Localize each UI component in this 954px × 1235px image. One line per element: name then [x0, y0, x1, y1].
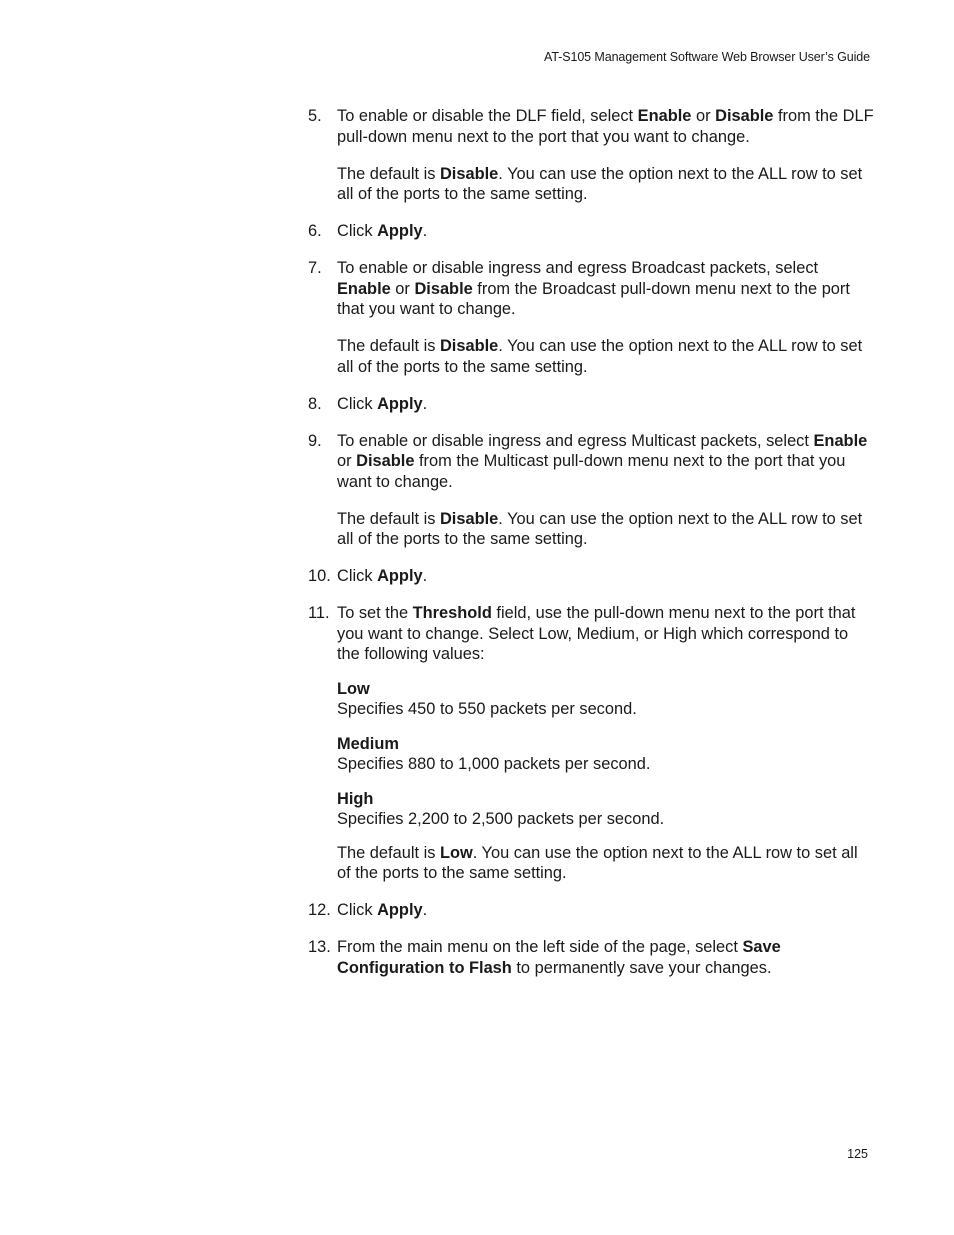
text: . You can use the option next to the ALL row to set all of the ports to the same setting. [337, 509, 863, 548]
option-enable: Enable [813, 431, 868, 450]
option-disable: Disable [715, 107, 774, 125]
step-body [337, 221, 874, 242]
text: To enable or disable ingress and egress Broadcast packets, select [337, 259, 819, 277]
step-instruction [337, 937, 874, 978]
text: . [422, 901, 428, 919]
text: Click [337, 901, 378, 919]
step-body [337, 937, 874, 978]
text: . You can use the option next to the ALL row to set all of the ports to the same setting. [337, 843, 858, 882]
apply-label: Apply [377, 394, 423, 413]
text: From the main menu on the left side of the page, select [337, 938, 743, 956]
option-disable: Disable [356, 452, 415, 470]
step-instruction [337, 106, 874, 147]
text: The default is [337, 337, 440, 355]
text: The default is [337, 164, 440, 183]
option-disable: Disable [414, 279, 473, 298]
default-value: Disable [439, 337, 499, 355]
text: Click [337, 567, 378, 585]
term-description: Specifies 2,200 to 2,500 packets per second. [337, 810, 665, 828]
default-value: Disable [439, 164, 499, 183]
step-body [337, 394, 874, 415]
step-instruction [337, 394, 874, 415]
text: Click [337, 394, 378, 413]
default-value: Low [439, 843, 473, 862]
text: The default is [337, 843, 440, 862]
apply-label: Apply [377, 222, 423, 240]
text: field, use the pull-down menu next to the port that you want to change. Select Low, Medium, or High which correspond to the following values: [337, 604, 856, 663]
apply-label: Apply [377, 567, 423, 585]
text: or [691, 107, 716, 125]
step-number: 12. [308, 901, 331, 919]
step-13 [308, 937, 874, 978]
apply-label: Apply [377, 901, 423, 919]
text: To enable or disable the DLF field, select [337, 107, 638, 125]
step-number: 11. [308, 604, 330, 622]
text: from the Multicast pull-down menu next to the port that you want to change. [337, 452, 846, 491]
text: to permanently save your changes. [511, 958, 772, 977]
text: To enable or disable ingress and egress Multicast packets, select [337, 431, 814, 450]
step-number: 8. [308, 394, 322, 413]
procedure-steps [308, 106, 874, 995]
text: Click [337, 222, 378, 240]
step-number: 7. [308, 259, 322, 277]
step-instruction [337, 900, 874, 921]
threshold-term-low [337, 679, 874, 720]
step-8 [308, 394, 874, 415]
step-10 [308, 566, 874, 587]
term-name: High [337, 789, 374, 808]
step-number: 9. [308, 431, 322, 450]
text: The default is [337, 509, 440, 528]
term-name: Low [337, 679, 370, 698]
step-instruction [337, 431, 874, 493]
page-number: 125 [847, 1147, 868, 1161]
step-body [337, 258, 874, 377]
threshold-term-medium [337, 734, 874, 775]
step-instruction [337, 603, 874, 665]
step-6 [308, 221, 874, 242]
step-7 [308, 258, 874, 377]
step-note [337, 164, 874, 205]
step-note [337, 336, 874, 377]
text: from the DLF pull-down menu next to the port that you want to change. [337, 107, 874, 146]
step-instruction [337, 221, 874, 242]
step-9 [308, 431, 874, 550]
term-description: Specifies 450 to 550 packets per second. [337, 700, 637, 718]
step-instruction [337, 258, 874, 320]
step-11 [308, 603, 874, 884]
text: . You can use the option next to the ALL row to set all of the ports to the same setting. [337, 337, 863, 376]
option-enable: Enable [637, 107, 692, 125]
term-name: Medium [337, 734, 399, 753]
step-instruction [337, 566, 874, 587]
step-number: 6. [308, 222, 322, 240]
text: To set the [337, 604, 413, 622]
step-body [337, 603, 874, 884]
text: . You can use the option next to the ALL row to set all of the ports to the same setting. [337, 164, 863, 203]
step-number: 13. [308, 938, 331, 956]
step-5 [308, 106, 874, 205]
text: . [422, 394, 428, 413]
text: . [422, 567, 428, 585]
threshold-term-high [337, 789, 874, 830]
step-number: 5. [308, 107, 322, 125]
threshold-label: Threshold [412, 604, 492, 622]
step-body [337, 431, 874, 550]
save-configuration-label: Save Configuration to Flash [337, 938, 781, 977]
step-body [337, 900, 874, 921]
step-12 [308, 900, 874, 921]
running-header: AT-S105 Management Software Web Browser User’s Guide [544, 50, 870, 64]
step-number: 10. [308, 567, 331, 585]
text: . [422, 222, 428, 240]
step-body [337, 106, 874, 205]
step-note [337, 843, 874, 884]
step-note [337, 509, 874, 550]
text: from the Broadcast pull-down menu next to the port that you want to change. [337, 279, 850, 318]
text: or [390, 279, 415, 298]
step-body [337, 566, 874, 587]
term-description: Specifies 880 to 1,000 packets per second. [337, 755, 651, 773]
option-enable: Enable [337, 279, 391, 298]
text: or [337, 452, 357, 470]
default-value: Disable [439, 509, 499, 528]
